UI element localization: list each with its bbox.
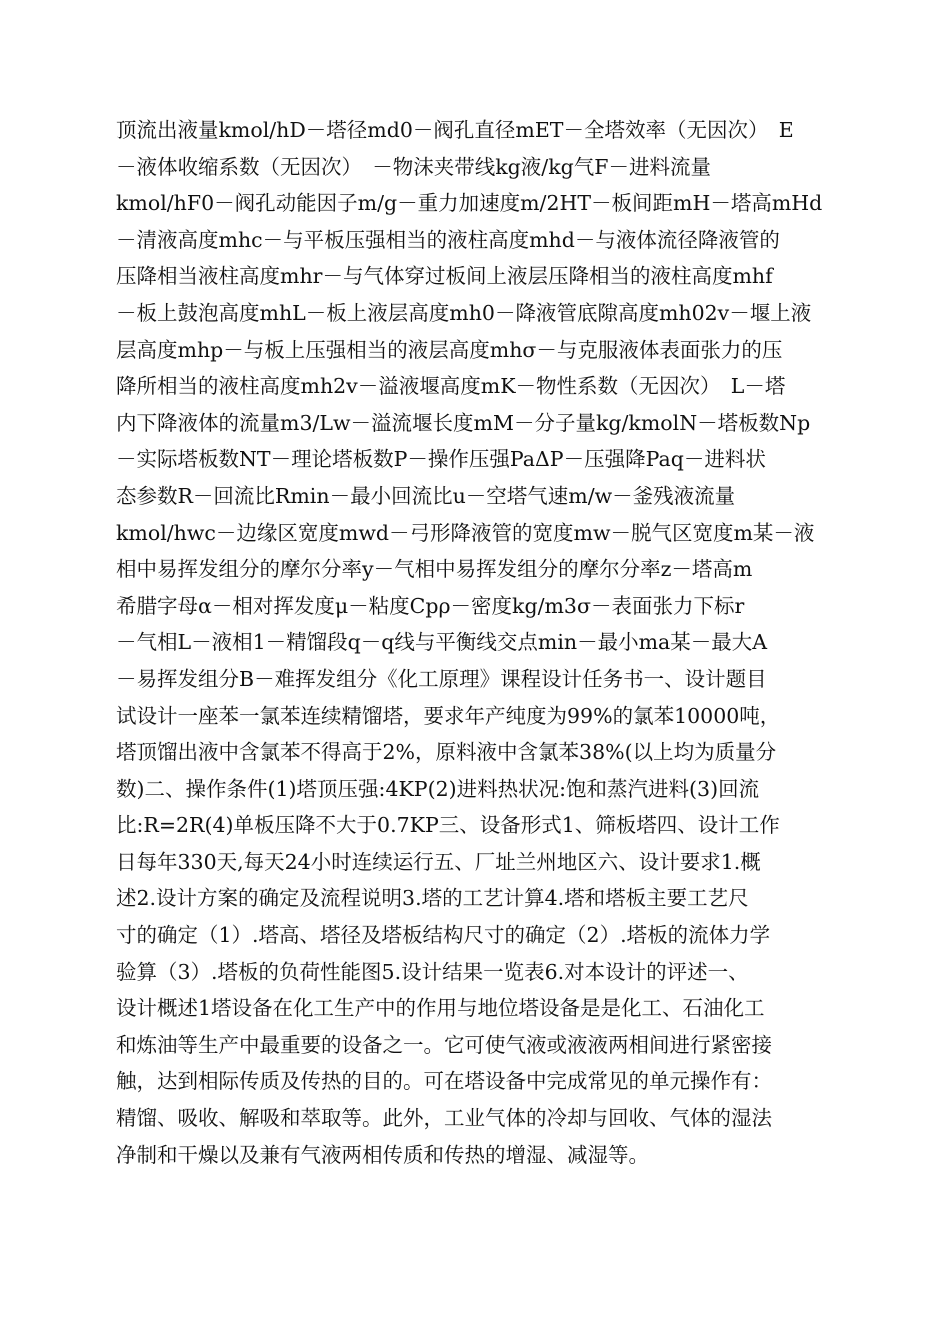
text-line: －液体收缩系数（无因次） －物沫夹带线kg液/kg气F－进料流量 <box>116 154 711 179</box>
text-line: 设计概述1塔设备在化工生产中的作用与地位塔设备是是化工、石油化工 <box>116 996 765 1021</box>
text-line: －易挥发组分B－难挥发组分《化工原理》课程设计任务书一、设计题目 <box>116 666 767 691</box>
text-line: －实际塔板数NT－理论塔板数P－操作压强PaΔP－压强降Paq－进料状 <box>116 447 766 472</box>
text-line: －气相L－液相1－精馏段q－q线与平衡线交点min－最小ma某－最大A <box>116 630 768 655</box>
text-line: 相中易挥发组分的摩尔分率y－气相中易挥发组分的摩尔分率z－塔高m <box>116 557 753 582</box>
text-line: 试设计一座苯一氯苯连续精馏塔，要求年产纯度为99%的氯苯10000吨， <box>116 703 781 728</box>
text-line: 内下降液体的流量m3/Lw－溢流堰长度mM－分子量kg/kmolN－塔板数Np <box>116 410 811 435</box>
text-line: 顶流出液量kmol/hD－塔径md0－阀孔直径mET－全塔效率（无因次） E <box>116 118 794 142</box>
text-line: －板上鼓泡高度mhL－板上液层高度mh0－降液管底隙高度mh02v－堰上液 <box>116 300 812 325</box>
text-line: －清液高度mhc－与平板压强相当的液柱高度mhd－与液体流径降液管的 <box>116 227 780 252</box>
text-line: 希腊字母α－相对挥发度μ－粘度Cpρ－密度kg/m3σ－表面张力下标r <box>116 593 745 618</box>
text-line: 日每年330天,每天24小时连续运行五、厂址兰州地区六、设计要求1.概 <box>116 849 761 874</box>
text-line: 层高度mhp－与板上压强相当的液层高度mhσ－与克服液体表面张力的压 <box>116 337 783 362</box>
text-line: 态参数R－回流比Rmin－最小回流比u－空塔气速m/w－釜残液流量 <box>116 483 736 508</box>
text-line: kmol/hwc－边缘区宽度mwd－弓形降液管的宽度mw－脱气区宽度m某－液 <box>116 520 815 545</box>
text-line: 寸的确定（1）.塔高、塔径及塔板结构尺寸的确定（2）.塔板的流体力学 <box>116 923 771 948</box>
text-line: 验算（3）.塔板的负荷性能图5.设计结果一览表6.对本设计的评述一、 <box>116 959 749 984</box>
text-line: 数)二、操作条件(1)塔顶压强:4KP(2)进料热状况:饱和蒸汽进料(3)回流 <box>116 776 760 801</box>
text-line: 降所相当的液柱高度mh2v－溢液堰高度mK－物性系数（无因次） L－塔 <box>116 374 786 399</box>
text-line: 塔顶馏出液中含氯苯不得高于2%，原料液中含氯苯38%(以上均为质量分 <box>116 740 777 765</box>
text-line: 压降相当液柱高度mhr－与气体穿过板间上液层压降相当的液柱高度mhf <box>116 264 773 289</box>
text-line: kmol/hF0－阀孔动能因子m/g－重力加速度m/2HT－板间距mH－塔高mHd <box>116 191 823 216</box>
text-line: 和炼油等生产中最重要的设备之一。它可使气液或液液两相间进行紧密接 <box>116 1032 772 1057</box>
text-line: 比:R=2R(4)单板压降不大于0.7KP三、设备形式1、筛板塔四、设计工作 <box>116 813 780 838</box>
text-line: 净制和干燥以及兼有气液两相传质和传热的增湿、减湿等。 <box>116 1142 649 1167</box>
body-text <box>116 112 836 1173</box>
text-line: 精馏、吸收、解吸和萃取等。此外，工业气体的冷却与回收、气体的湿法 <box>116 1106 772 1131</box>
text-line: 触，达到相际传质及传热的目的。可在塔设备中完成常见的单元操作有： <box>116 1069 772 1094</box>
text-line: 述2.设计方案的确定及流程说明3.塔的工艺计算4.塔和塔板主要工艺尺 <box>116 886 749 911</box>
